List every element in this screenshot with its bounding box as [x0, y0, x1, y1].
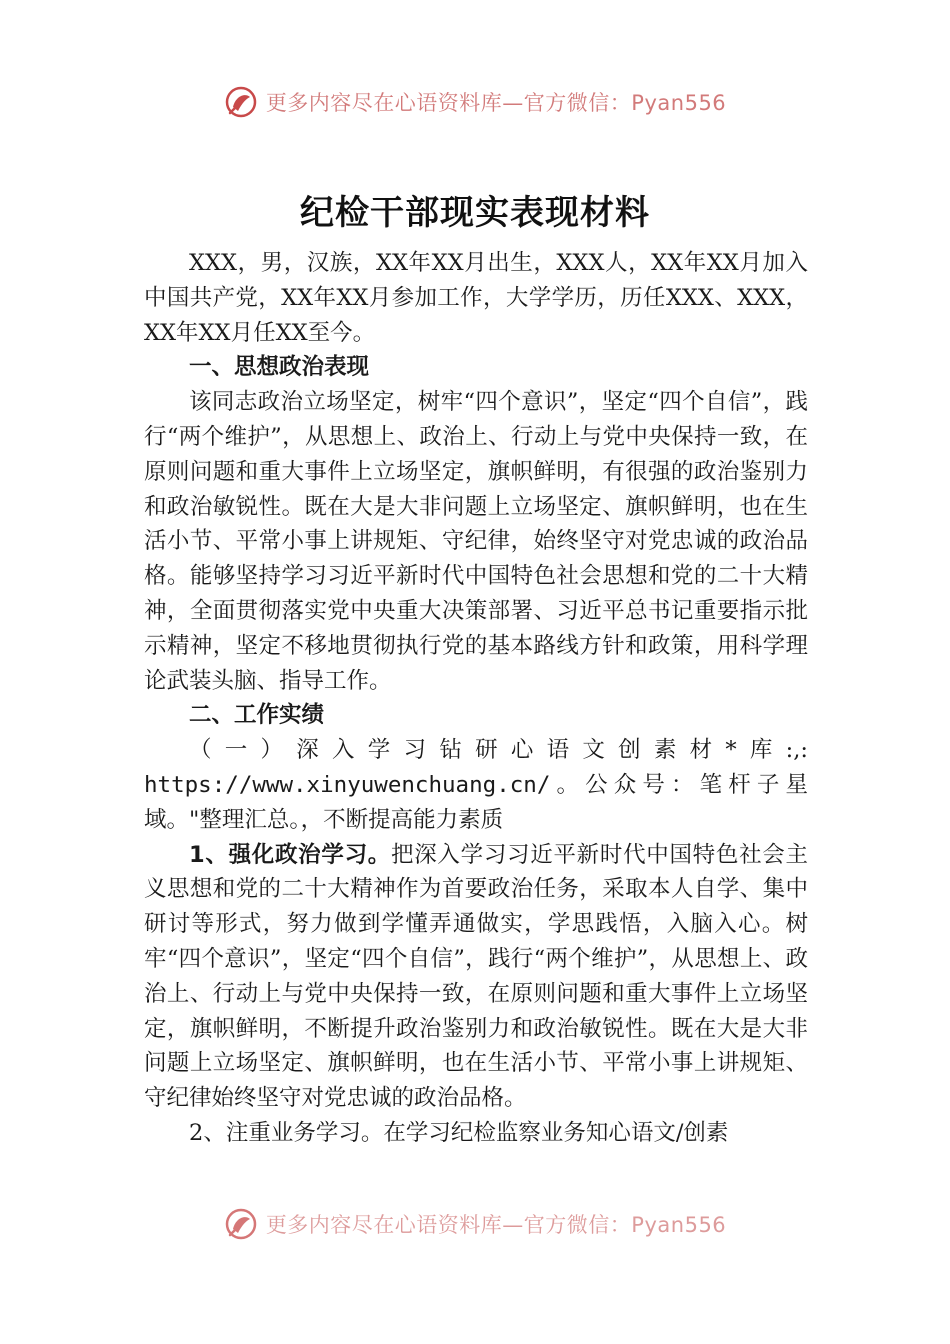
watermark-text: 更多内容尽在心语资料库—官方微信：Pyan556: [265, 91, 727, 115]
item-political-study-body: 把深入学习习近平新时代中国特色社会主义思想和党的二十大精神作为首要政治任务，采取本人自学、集中研讨等形式，努力做到学懂弄通做实，学思践悟，入脑入心。树牢“四个意识”，坚定“四个自信”，践行“两个维护”，从思想上、政治上、行动上与党中央保持一致，在原则问题和重大事件上立场坚定，旗帜鲜明，不断提升政治鉴别力和政治敏锐性。既在大是大非问题上立场坚定、旗帜鲜明，也在生活小节、平常小事上讲规矩、守纪律始终坚守对党忠诚的政治品格。: [144, 841, 809, 1112]
subsection-prefix: （一）深入学习钻研心语文创素材*库:,:: [189, 737, 808, 764]
watermark-text: 更多内容尽在心语资料库—官方微信：Pyan556: [265, 1213, 727, 1237]
intro-paragraph: XXX，男，汉族，XX年XX月出生，XXX人，XX年XX月加入中国共产党，XX年XX月参加工作，大学学历，历任XXX、XXX，XX年XX月任XX至今。: [144, 250, 808, 346]
item-business-study: 2、注重业务学习。在学习纪检监察业务知心语文/创素: [189, 1119, 729, 1146]
document-body: [144, 246, 808, 1151]
section-heading-political: 一、思想政治表现: [189, 354, 370, 381]
section-heading-achievements: 二、工作实绩: [189, 702, 325, 729]
source-url: https://www.xinyuwenchuang.cn/: [144, 771, 551, 798]
subsection-heading-study: [144, 733, 808, 837]
watermark-header: [0, 82, 950, 122]
subsection-suffix: 。公众号：笔杆子星域。"整理汇总。，不断提高能力素质: [144, 771, 808, 833]
item-political-study: [144, 838, 808, 1116]
stamp-logo-icon: [224, 1207, 258, 1241]
item-political-study-lead: 1、强化政治学习。: [189, 841, 392, 868]
stamp-logo-icon: [224, 85, 258, 119]
watermark-footer: [0, 1204, 950, 1244]
page-title: 纪检干部现实表现材料: [300, 193, 650, 233]
section-political-paragraph: 该同志政治立场坚定，树牢“四个意识”，坚定“四个自信”，践行“两个维护”，从思想上、政治上、行动上与党中央保持一致，在原则问题和重大事件上立场坚定，旗帜鲜明，有很强的政治鉴别力和政治敏锐性。既在大是大非问题上立场坚定、旗帜鲜明，也在生活小节、平常小事上讲规矩、守纪律，始终坚守对党忠诚的政治品格。能够坚持学习习近平新时代中国特色社会思想和党的二十大精神，全面贯彻落实党中央重大决策部署、习近平总书记重要指示批示精神，坚定不移地贯彻执行党的基本路线方针和政策，用科学理论武装头脑、指导工作。: [144, 389, 808, 694]
